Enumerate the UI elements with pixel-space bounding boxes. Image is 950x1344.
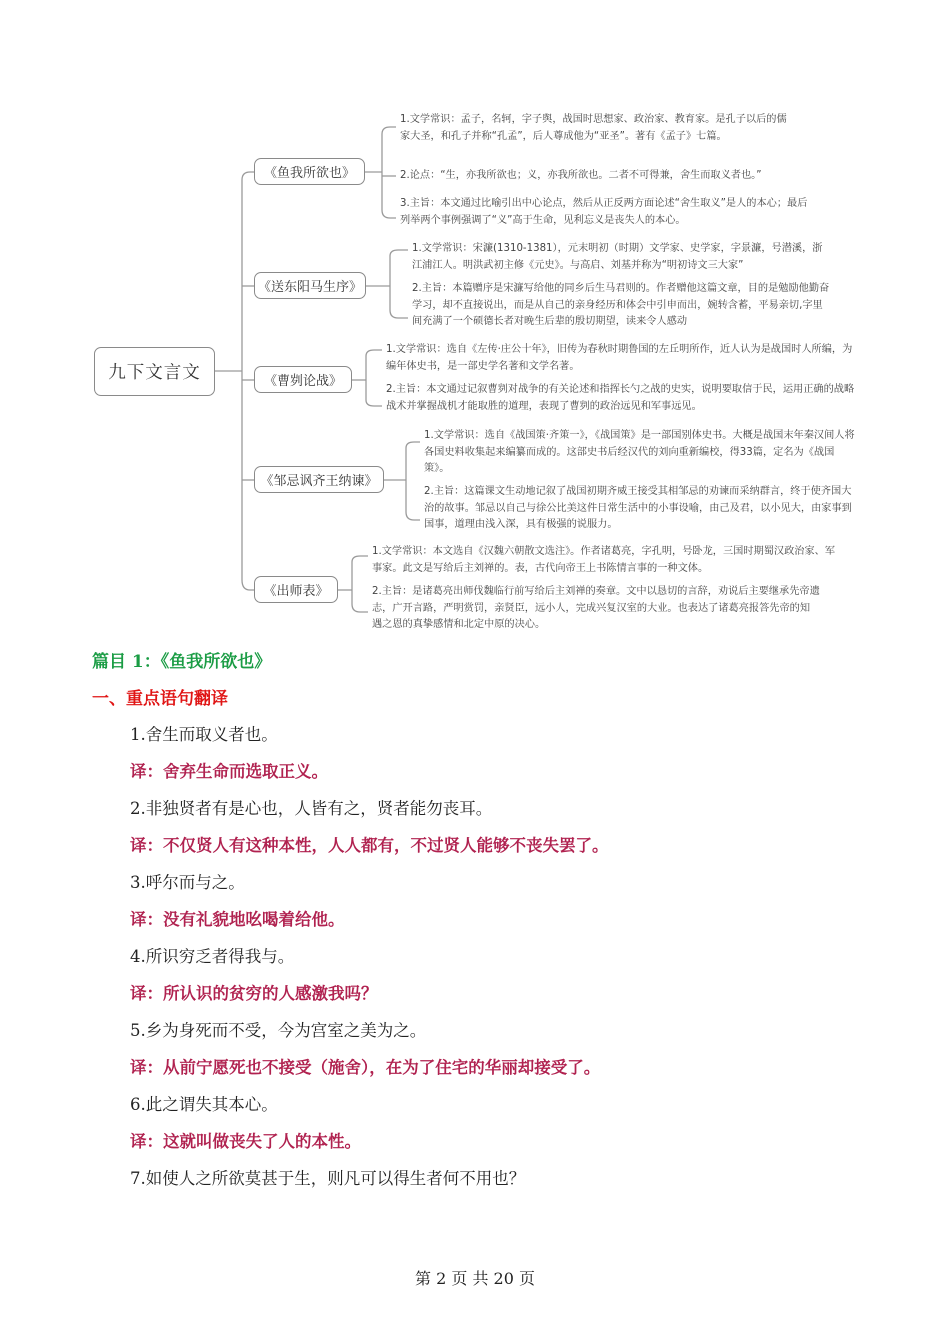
mind-map-note: 1.文学常识：选自《左传·庄公十年》，旧传为春秋时期鲁国的左丘明所作，近人认为是战国时人所编，为编年体史书，是一部史学名著和文学名著。 xyxy=(386,344,853,372)
sentence-1: 1.舍生而取义者也。 xyxy=(130,725,278,744)
section-subtitle: 一、重点语句翻译 xyxy=(92,689,228,709)
translation-3: 译：没有礼貌地吆喝着给他。 xyxy=(130,910,345,929)
mind-map-note: 2.论点：“生，亦我所欲也；义，亦我所欲也。二者不可得兼，舍生而取义者也。” xyxy=(400,170,762,181)
mind-map-note: 1.文学常识：宋濂(1310-1381），元末明初（时期）文学家、史学家，字景濂，号潜溪，浙江浦江人。明洪武初主修《元史》。与高启、刘基并称为“明初诗文三大家” xyxy=(412,243,823,271)
mind-map-node-caoguilunzhan: 《曹刿论战》 xyxy=(254,366,352,393)
sentence-5: 5.乡为身死而不受，今为宫室之美为之。 xyxy=(130,1021,427,1040)
translation-1: 译：舍弃生命而选取正义。 xyxy=(130,762,328,781)
translation-4: 译：所认识的贫穷的人感激我吗？ xyxy=(130,984,378,1003)
mind-map-note: 1.文学常识：选自《战国策·齐策一》，《战国策》是一部国别体史书。大概是战国末年秦汉间人将各国史料收集起来编纂而成的。这部史书后经汉代的刘向重新编校，得33篇，定名为《战国策》。 xyxy=(424,430,855,474)
mind-map-note: 2.主旨：本篇赠序是宋濂写给他的同乡后生马君则的。作者赠他这篇文章，目的是勉励他勤奋学习，却不直接说出，而是从自己的亲身经历和体会中引申而出，婉转含蓄，平易亲切,字里间充满了一个硕德长者对晚生后辈的殷切期望，读来令人感动 xyxy=(412,283,830,327)
translation-2: 译：不仅贤人有这种本性，人人都有，不过贤人能够不丧失罢了。 xyxy=(130,836,609,855)
page-footer: 第 2 页 共 20 页 xyxy=(415,1269,535,1288)
sentence-3: 3.呼尔而与之。 xyxy=(130,873,245,892)
mind-map-node-chushibiao: 《出师表》 xyxy=(254,576,338,603)
mind-map-note: 3.主旨：本文通过比喻引出中心论点，然后从正反两方面论述“舍生取义”是人的本心；最后列举两个事例强调了“义”高于生命，见利忘义是丧失人的本心。 xyxy=(400,198,808,226)
sentence-6: 6.此之谓失其本心。 xyxy=(130,1095,278,1114)
mind-map-node-songdongyangmashengxu: 《送东阳马生序》 xyxy=(254,272,366,299)
article-title: 篇目 1：《鱼我所欲也》 xyxy=(92,652,272,672)
sentence-2: 2.非独贤者有是心也，人皆有之，贤者能勿丧耳。 xyxy=(130,799,493,818)
mind-map-root: 九下文言文 xyxy=(94,347,215,396)
mind-map xyxy=(0,0,950,640)
sentence-4: 4.所识穷乏者得我与。 xyxy=(130,947,295,966)
translation-5: 译：从前宁愿死也不接受（施舍），在为了住宅的华丽却接受了。 xyxy=(130,1058,601,1077)
sentence-7: 7.如使人之所欲莫甚于生，则凡可以得生者何不用也？ xyxy=(130,1169,526,1188)
mind-map-note: 2.主旨：这篇课文生动地记叙了战国初期齐威王接受其相邹忌的劝谏而采纳群言，终于使齐国大治的故事。邹忌以自己与徐公比美这件日常生活中的小事设喻，由己及君，以小见大，由家事到国事，道理由浅入深，具有极强的说服力。 xyxy=(424,486,852,530)
mind-map-node-zoujifengqiwangnajian: 《邹忌讽齐王纳谏》 xyxy=(254,466,384,493)
mind-map-note: 1.文学常识：本文选自《汉魏六朝散文选注》。作者诸葛亮，字孔明，号卧龙，三国时期蜀汉政治家、军事家。此文是写给后主刘禅的。表，古代向帝王上书陈情言事的一种文体。 xyxy=(372,546,836,574)
translation-6: 译：这就叫做丧失了人的本性。 xyxy=(130,1132,361,1151)
mind-map-node-yuwosuoyuye: 《鱼我所欲也》 xyxy=(254,158,365,185)
mind-map-note: 2.主旨：本文通过记叙曹刿对战争的有关论述和指挥长勺之战的史实，说明要取信于民，运用正确的战略战术并掌握战机才能取胜的道理，表现了曹刿的政治远见和军事远见。 xyxy=(386,384,855,412)
mind-map-note: 1.文学常识：孟子，名轲，字子舆，战国时思想家、政治家、教育家。是孔子以后的儒家大圣，和孔子并称“孔孟”，后人尊成他为“亚圣”。著有《孟子》七篇。 xyxy=(400,114,787,142)
mind-map-note: 2.主旨：是诸葛亮出师伐魏临行前写给后主刘禅的奏章。文中以恳切的言辞，劝说后主要继承先帝遗志，广开言路，严明赏罚，亲贤臣，远小人，完成兴复汉室的大业。也表达了诸葛亮报答先帝的知遇之恩的真挚感情和北定中原的决心。 xyxy=(372,586,820,630)
